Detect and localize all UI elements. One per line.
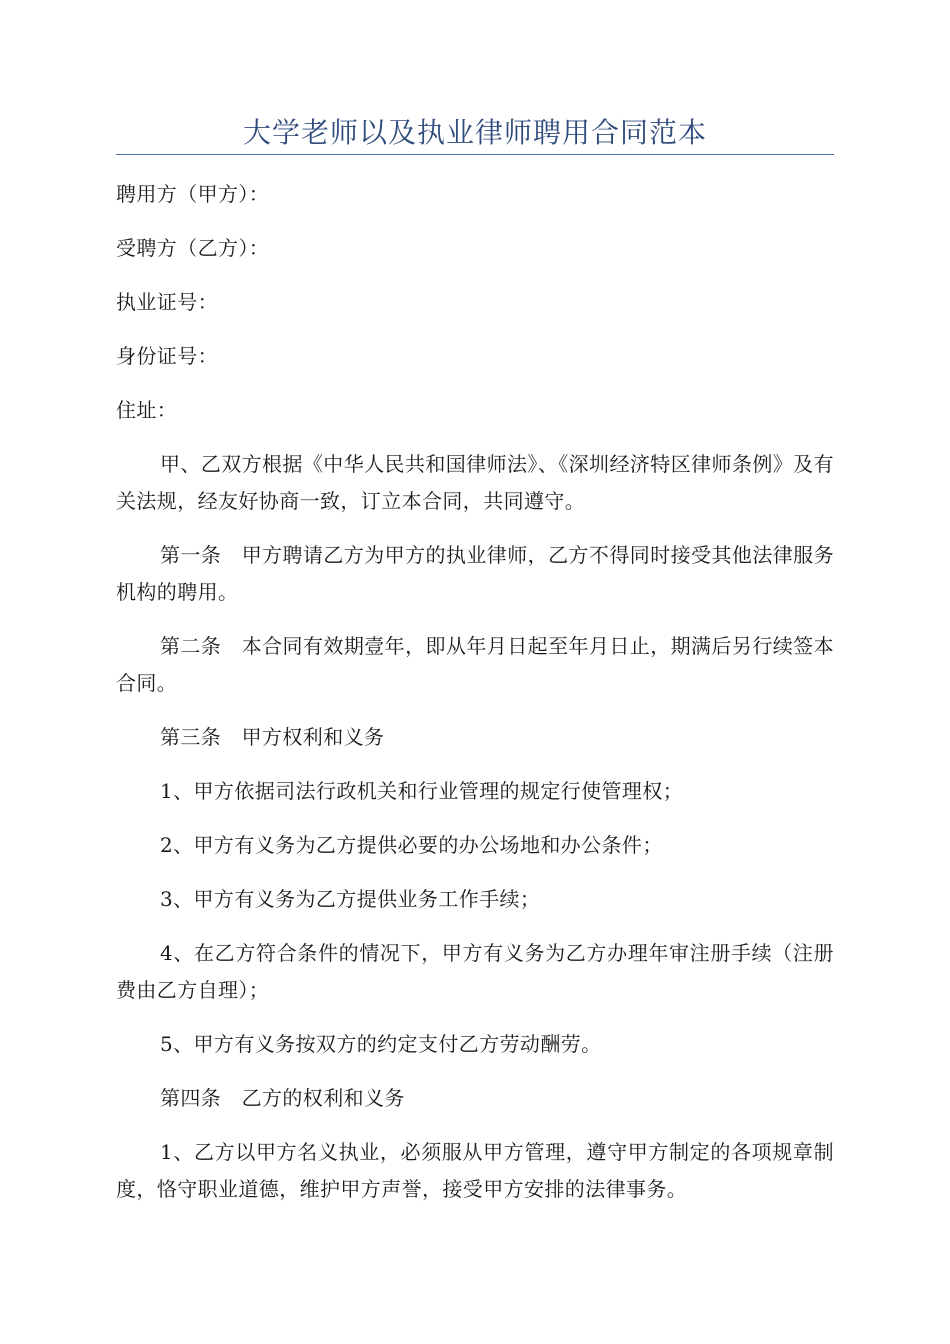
paragraph-article-3-item-2: 2、甲方有义务为乙方提供必要的办公场地和办公条件； (160, 833, 663, 857)
paragraph-article-4-heading: 第四条 乙方的权利和义务 (160, 1086, 405, 1110)
paragraph-article-3-item-5: 5、甲方有义务按双方的约定支付乙方劳动酬劳。 (160, 1032, 602, 1056)
paragraph-article-3-item-1: 1、甲方依据司法行政机关和行业管理的规定行使管理权； (160, 779, 684, 803)
title-underline (116, 154, 834, 155)
paragraph-article-4-item-1: 1、乙方以甲方名义执业，必须服从甲方管理，遵守甲方制定的各项规章制度，恪守职业道德，维护甲方声誉，接受甲方安排的法律事务。 (116, 1140, 834, 1201)
field-license-number: 执业证号： (116, 290, 218, 314)
field-address: 住址： (116, 398, 178, 422)
paragraph-article-3-item-4: 4、在乙方符合条件的情况下，甲方有义务为乙方办理年审注册手续（注册费由乙方自理）； (116, 941, 834, 1002)
paragraph-article-2: 第二条 本合同有效期壹年，即从年月日起至年月日止，期满后另行续签本合同。 (116, 634, 834, 695)
field-employer: 聘用方（甲方）： (116, 182, 270, 206)
paragraph-preamble: 甲、乙双方根据《中华人民共和国律师法》、《深圳经济特区律师条例》及有关法规，经友好协商一致，订立本合同，共同遵守。 (116, 452, 834, 513)
paragraph-article-1: 第一条 甲方聘请乙方为甲方的执业律师，乙方不得同时接受其他法律服务机构的聘用。 (116, 543, 834, 604)
field-employee: 受聘方（乙方）： (116, 236, 270, 260)
document-title: 大学老师以及执业律师聘用合同范本 (242, 116, 707, 149)
paragraph-article-3-heading: 第三条 甲方权利和义务 (160, 725, 385, 749)
document-body (116, 176, 834, 1225)
field-id-number: 身份证号： (116, 344, 218, 368)
paragraph-article-3-item-3: 3、甲方有义务为乙方提供业务工作手续； (160, 887, 541, 911)
